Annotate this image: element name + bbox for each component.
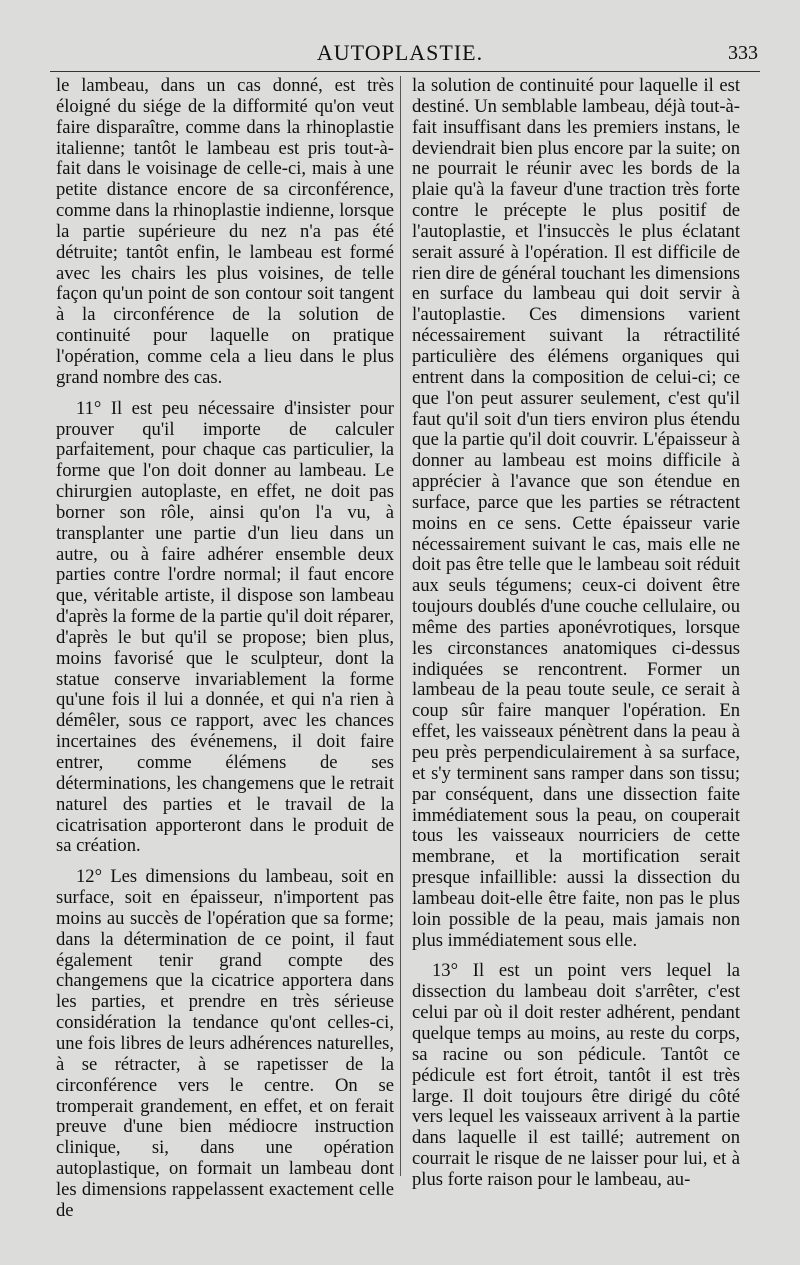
paragraph-section-13: 13° Il est un point vers lequel la dissection du lambeau doit s'arrêter, c'est celui par où il doit rester adhérent, pendant quelque temps au moins, au reste du corps, sa racine ou son pédicule. Tantôt ce pédicule est fort étroit, tantôt il est très large. Il doit toujours être dirigé du côté vers lequel les vaisseaux arrivent à la partie dans laquelle il est taillé; autrement on courrait le risque de ne laisser pour lui, et à plus forte raison pour le lambeau, au- — [412, 960, 740, 1190]
left-column — [56, 76, 394, 1222]
paragraph: la solution de continuité pour laquelle il est destiné. Un semblable lambeau, déjà tout-à-fait insuffisant dans les premiers instans, le deviendrait bien plus encore par la suite; on ne pourrait le réunir avec les bords de la plaie qu'à la faveur d'une traction très forte contre le précepte le plus positif de l'autoplastie, et l'insuccès le plus éclatant serait assuré à l'opération. Il est difficile de rien dire de général touchant les dimensions en surface du lambeau qui doit servir à l'autoplastie. Ces dimensions varient nécessairement suivant la rétractilité particulière des élémens organiques qui entrent dans la composition de celui-ci; ce que l'on peut assurer seulement, c'est qu'il faut qu'il soit d'un tiers environ plus étendu que la partie qu'il doit couvrir. L'épaisseur à donner au lambeau est moins difficile à apprécier à l'avance que son étendue en surface, parce que les parties se rétractent moins en ce sens. Cette épaisseur varie nécessairement suivant le cas, mais elle ne doit pas être telle que le lambeau soit réduit aux seuls tégumens; ceux-ci doivent être toujours doublés d'une couche cellulaire, ou même des parties aponévrotiques, lorsque les circonstances anatomiques ci-dessus indiquées se rencontrent. Former un lambeau de la peau toute seule, ce serait à coup sûr faire manquer l'opération. En effet, les vaisseaux pénètrent dans la peau à peu près perpendiculairement à sa surface, et s'y terminent sans ramper dans son tissu; par conséquent, dans une dissection faite immédiatement sous la peau, on couperait tous les vaisseaux nourriciers de cette membrane, et la mortification serait presque infaillible: aussi la dissection du lambeau doit-elle être faite, non pas le plus loin possible de la peau, mais jamais non plus immédiatement sous elle. — [412, 75, 740, 951]
page-number: 333 — [728, 42, 758, 64]
paragraph: le lambeau, dans un cas donné, est très éloigné du siége de la difformité qu'on veut faire disparaître, comme dans la rhinoplastie italienne; tantôt le lambeau est pris tout-à-fait dans le voisinage de celle-ci, mais à une petite distance encore de sa circonférence, comme dans la rhinoplastie indienne, lorsque la partie supérieure du nez n'a pas été détruite; tantôt enfin, le lambeau est formé avec les chairs les plus voisines, de telle façon qu'un point de son contour soit tangent à la circonférence de la solution de continuité pour laquelle on pratique l'opération, comme cela a lieu dans le plus grand nombre des cas. — [56, 75, 394, 388]
right-column — [412, 76, 740, 1191]
paragraph-section-12: 12° Les dimensions du lambeau, soit en surface, soit en épaisseur, n'importent pas moins au succès de l'opération que sa forme; dans la détermination de ce point, il faut également tenir grand compte des changemens que la cicatrice apportera dans les parties, et prendre en très sérieuse considération la tendance qu'ont celles-ci, une fois libres de leurs adhérences naturelles, à se rétracter, à se rapetisser de la circonférence vers le centre. On se tromperait grandement, en effet, et on ferait preuve d'une bien médiocre instruction clinique, si, dans une opération autoplastique, on formait un lambeau dont les dimensions rappelassent exactement celle de — [56, 866, 394, 1221]
header-rule — [50, 71, 760, 72]
column-divider — [400, 76, 401, 1176]
running-title: AUTOPLASTIE. — [316, 40, 484, 65]
running-head — [0, 40, 800, 66]
paragraph-section-11: 11° Il est peu nécessaire d'insister pour prouver qu'il importe de calculer parfaitement, pour chaque cas particulier, la forme que l'on doit donner au lambeau. Le chirurgien autoplaste, en effet, ne doit pas borner son rôle, ainsi qu'on l'a vu, à transplanter une partie d'un lieu dans un autre, ou à faire adhérer ensemble deux parties contre l'ordre normal; il faut encore que, véritable artiste, il dispose son lambeau d'après la forme de la partie qu'il doit réparer, d'après le but qu'il se propose; bien plus, moins favorisé que le sculpteur, dont la statue conserve invariablement la forme qu'une fois il lui a donnée, et qui n'a rien à démêler, sous ce rapport, avec les chances incertaines des événemens, il doit faire entrer, comme élémens de ses déterminations, les changemens que le retrait naturel des parties et le travail de la cicatrisation apporteront dans le produit de sa création. — [56, 397, 394, 857]
